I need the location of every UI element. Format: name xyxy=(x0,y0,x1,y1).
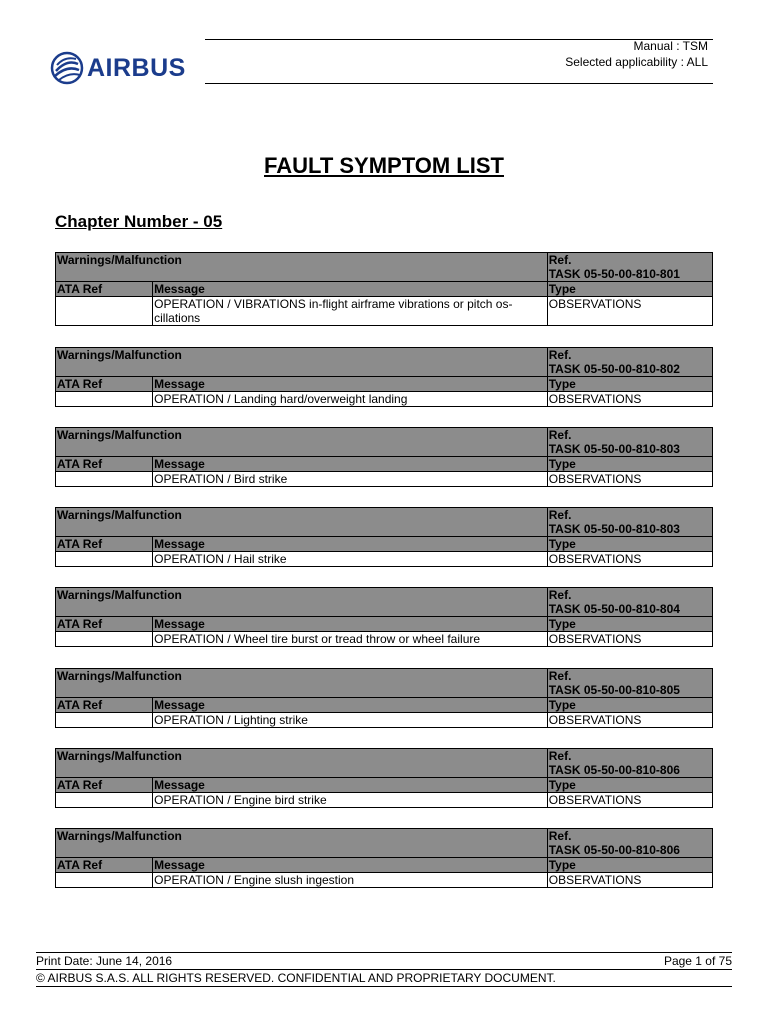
message-value: OPERATION / Engine bird strike xyxy=(153,793,548,808)
ata-ref-value xyxy=(56,552,153,567)
warnings-label: Warnings/Malfunction xyxy=(56,669,548,698)
warnings-label: Warnings/Malfunction xyxy=(56,508,548,537)
ata-ref-value xyxy=(56,297,153,326)
fault-entry-table xyxy=(55,587,713,647)
message-value: OPERATION / Bird strike xyxy=(153,472,548,487)
type-label: Type xyxy=(547,698,712,713)
ata-ref-label: ATA Ref xyxy=(56,778,153,793)
type-label: Type xyxy=(547,617,712,632)
page-number: Page 1 of 75 xyxy=(663,954,732,968)
ata-ref-label: ATA Ref xyxy=(56,698,153,713)
manual-meta xyxy=(565,38,708,70)
type-value: OBSERVATIONS xyxy=(547,552,712,567)
ata-ref-label: ATA Ref xyxy=(56,377,153,392)
message-value: OPERATION / Hail strike xyxy=(153,552,548,567)
fault-entry-table xyxy=(55,748,713,808)
ata-ref-value xyxy=(56,472,153,487)
ref-cell xyxy=(547,508,712,537)
ata-ref-label: ATA Ref xyxy=(56,457,153,472)
fault-entry-table xyxy=(55,507,713,567)
ata-ref-label: ATA Ref xyxy=(56,617,153,632)
task-ref: TASK 05-50-00-810-801 xyxy=(548,267,680,281)
type-value: OBSERVATIONS xyxy=(547,392,712,407)
ref-cell xyxy=(547,428,712,457)
print-date: Print Date: June 14, 2016 xyxy=(36,954,173,968)
task-ref: TASK 05-50-00-810-803 xyxy=(548,522,680,536)
header-rule-bottom xyxy=(205,83,713,84)
ata-ref-value xyxy=(56,793,153,808)
footer xyxy=(36,952,732,987)
ref-cell xyxy=(547,588,712,617)
task-ref: TASK 05-50-00-810-802 xyxy=(548,362,680,376)
type-label: Type xyxy=(547,858,712,873)
ref-label: Ref. xyxy=(548,508,572,522)
ref-cell xyxy=(547,253,712,282)
message-value: OPERATION / Lighting strike xyxy=(153,713,548,728)
message-label: Message xyxy=(153,457,548,472)
ref-label: Ref. xyxy=(548,669,572,683)
message-value: OPERATION / VIBRATIONS in-flight airframe vibrations or pitch os-cillations xyxy=(153,297,548,326)
applicability-label: Selected applicability : ALL xyxy=(565,55,708,69)
type-value: OBSERVATIONS xyxy=(547,873,712,888)
ata-ref-value xyxy=(56,632,153,647)
type-value: OBSERVATIONS xyxy=(547,472,712,487)
fault-entry-table xyxy=(55,427,713,487)
airbus-globe-icon xyxy=(50,51,84,85)
ref-label: Ref. xyxy=(548,428,572,442)
message-label: Message xyxy=(153,377,548,392)
message-label: Message xyxy=(153,778,548,793)
message-value: OPERATION / Wheel tire burst or tread throw or wheel failure xyxy=(153,632,548,647)
copyright: © AIRBUS S.A.S. ALL RIGHTS RESERVED. CONFIDENTIAL AND PROPRIETARY DOCUMENT. xyxy=(36,970,732,987)
warnings-label: Warnings/Malfunction xyxy=(56,428,548,457)
warnings-label: Warnings/Malfunction xyxy=(56,348,548,377)
logo-text: AIRBUS xyxy=(87,53,186,82)
task-ref: TASK 05-50-00-810-803 xyxy=(548,442,680,456)
ref-label: Ref. xyxy=(548,749,572,763)
fault-entry-table xyxy=(55,252,713,326)
message-value: OPERATION / Engine slush ingestion xyxy=(153,873,548,888)
message-label: Message xyxy=(153,617,548,632)
message-label: Message xyxy=(153,282,548,297)
fault-entry-table xyxy=(55,828,713,888)
manual-label: Manual : TSM xyxy=(633,39,708,53)
fault-entry-table xyxy=(55,347,713,407)
type-label: Type xyxy=(547,778,712,793)
type-value: OBSERVATIONS xyxy=(547,632,712,647)
ata-ref-value xyxy=(56,873,153,888)
warnings-label: Warnings/Malfunction xyxy=(56,588,548,617)
ref-cell xyxy=(547,348,712,377)
fault-entry-table xyxy=(55,668,713,728)
chapter-heading: Chapter Number - 05 xyxy=(55,212,223,231)
ref-label: Ref. xyxy=(548,348,572,362)
ref-cell xyxy=(547,829,712,858)
message-label: Message xyxy=(153,858,548,873)
warnings-label: Warnings/Malfunction xyxy=(56,749,548,778)
ref-cell xyxy=(547,669,712,698)
airbus-logo xyxy=(50,50,200,86)
warnings-label: Warnings/Malfunction xyxy=(56,829,548,858)
ata-ref-value xyxy=(56,713,153,728)
type-label: Type xyxy=(547,537,712,552)
task-ref: TASK 05-50-00-810-804 xyxy=(548,602,680,616)
warnings-label: Warnings/Malfunction xyxy=(56,253,548,282)
task-ref: TASK 05-50-00-810-806 xyxy=(548,763,680,777)
ref-label: Ref. xyxy=(548,829,572,843)
task-ref: TASK 05-50-00-810-806 xyxy=(548,843,680,857)
task-ref: TASK 05-50-00-810-805 xyxy=(548,683,680,697)
ata-ref-label: ATA Ref xyxy=(56,858,153,873)
ref-label: Ref. xyxy=(548,253,572,267)
ata-ref-label: ATA Ref xyxy=(56,282,153,297)
type-value: OBSERVATIONS xyxy=(547,793,712,808)
ref-label: Ref. xyxy=(548,588,572,602)
type-value: OBSERVATIONS xyxy=(547,713,712,728)
type-label: Type xyxy=(547,282,712,297)
ref-cell xyxy=(547,749,712,778)
type-label: Type xyxy=(547,377,712,392)
message-label: Message xyxy=(153,537,548,552)
page-title: FAULT SYMPTOM LIST xyxy=(264,153,504,178)
ata-ref-label: ATA Ref xyxy=(56,537,153,552)
message-label: Message xyxy=(153,698,548,713)
ata-ref-value xyxy=(56,392,153,407)
type-value: OBSERVATIONS xyxy=(547,297,712,326)
type-label: Type xyxy=(547,457,712,472)
message-value: OPERATION / Landing hard/overweight landing xyxy=(153,392,548,407)
